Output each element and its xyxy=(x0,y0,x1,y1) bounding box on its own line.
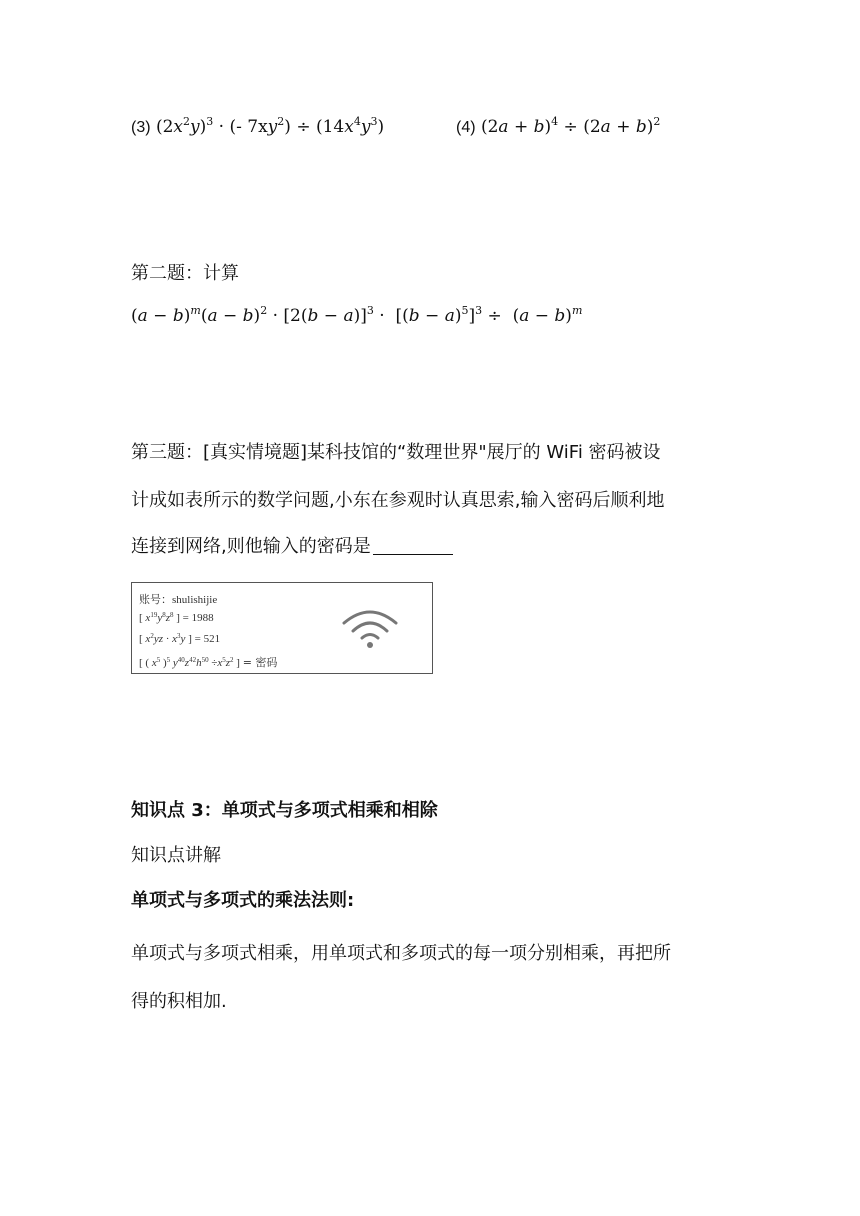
problem-3-expression: (3) $(2x^2y)^3$ · (- $7xy^2) \div (14x^4y^3)$ xyxy=(131,115,385,137)
section-2-heading: 第二题：计算 xyxy=(131,263,239,284)
rule-line-1: 单项式与多项式相乘，用单项式和多项式的每一项分别相乘，再把所 xyxy=(131,943,671,964)
knowledge-subtitle: 知识点讲解 xyxy=(131,845,221,866)
section-2-expression: $(a - b)^m(a - b)^2 \cdot [2(b - a)]^3 \cdot [(b - a)^5]^3 \div (a - b)^m$ xyxy=(131,304,583,326)
section-3-line-1: 第三题：[真实情境题]某科技馆的“数理世界"展厅的 WiFi 密码被设 xyxy=(131,442,661,463)
section-3-line-2: 计成如表所示的数学问题,小东在参观时认真思索,输入密码后顺利地 xyxy=(131,490,665,511)
answer-blank xyxy=(373,536,453,555)
clue-row-1-result: = 1988 xyxy=(182,612,214,624)
problem-3-label: (3) xyxy=(131,119,151,136)
rule-line-2: 得的积相加. xyxy=(131,991,227,1012)
rule-title: 单项式与多项式的乘法法则: xyxy=(131,890,355,911)
problem-4-label: (4) xyxy=(456,119,476,136)
section-3-line-3-text: 连接到网络,则他输入的密码是 xyxy=(131,536,371,557)
account-line: 账号：shulishijie xyxy=(139,594,218,606)
knowledge-title: 知识点 3：单项式与多项式相乘和相除 xyxy=(131,800,438,821)
clue-row-2-result: = 521 xyxy=(194,633,221,645)
clue-row-1: [ $x^{19}y^8z^8$ ] = 1988 xyxy=(139,611,214,624)
section-3-line-3 xyxy=(131,532,453,558)
wifi-password-card xyxy=(131,582,433,674)
wifi-icon xyxy=(340,607,400,649)
clue-row-3: [ ( $x^5$ )$^5$ $y^{40}z^{42}h^{50} \div x^5z^2$ ] = 密码 xyxy=(139,656,278,669)
problem-4-expression: (4) $(2a + b)^4 \div (2a + b)^2$ xyxy=(456,115,661,137)
clue-row-2: [ $x^2yz \cdot x^3y$ ] = 521 xyxy=(139,632,221,645)
clue-row-3-result: = 密码 xyxy=(242,656,278,669)
